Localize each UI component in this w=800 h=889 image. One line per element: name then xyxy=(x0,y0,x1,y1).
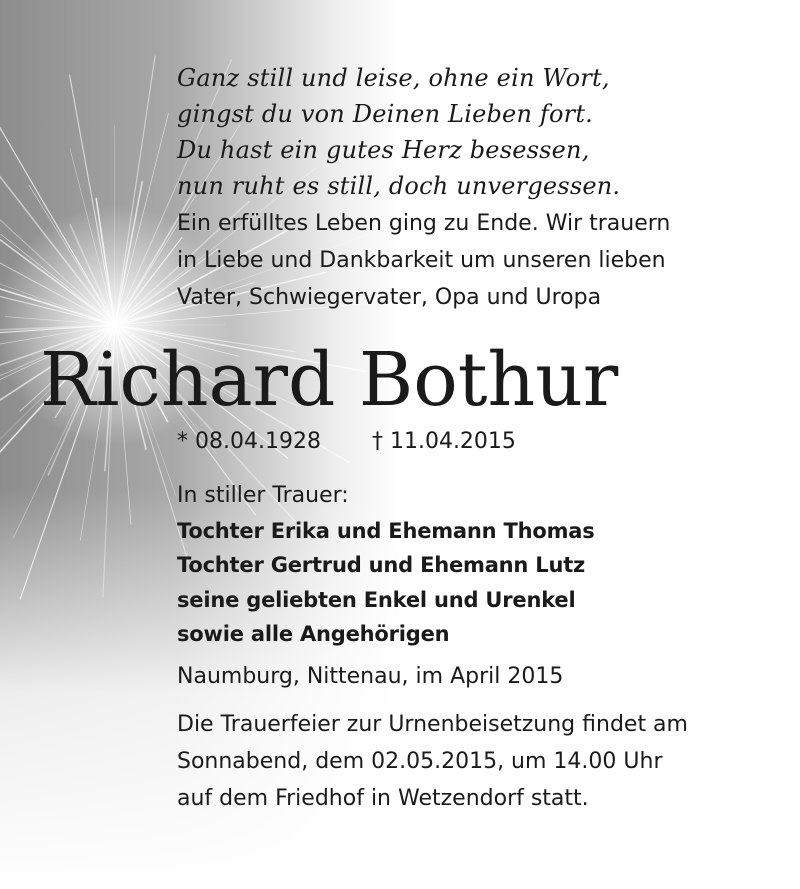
intro-line: in Liebe und Dankbarkeit um unseren lieben xyxy=(177,248,666,273)
mourner-line: Tochter Erika und Ehemann Thomas xyxy=(177,518,595,543)
mourners-heading: In stiller Trauer: xyxy=(177,483,349,508)
mourner-line: sowie alle Angehörigen xyxy=(177,622,450,646)
poem-line: Ganz still und leise, ohne ein Wort, xyxy=(177,64,610,92)
ceremony-line: Die Trauerfeier zur Urnenbeisetzung findet am xyxy=(177,712,688,737)
poem-line: nun ruht es still, doch unvergessen. xyxy=(177,172,621,200)
mourner-line: Tochter Gertrud und Ehemann Lutz xyxy=(177,553,586,577)
mourner-line: seine geliebten Enkel und Urenkel xyxy=(177,587,576,612)
birth-date: * 08.04.1928 xyxy=(177,429,321,454)
ceremony-line: auf dem Friedhof in Wetzendorf statt. xyxy=(177,786,589,811)
poem-line: gingst du von Deinen Lieben fort. xyxy=(177,100,594,128)
deceased-name: Richard Bothur xyxy=(40,337,619,423)
life-dates xyxy=(177,425,516,459)
poem xyxy=(177,60,620,204)
mourners xyxy=(177,479,595,652)
intro-line: Vater, Schwiegervater, Opa und Uropa xyxy=(177,285,602,310)
place-date: Naumburg, Nittenau, im April 2015 xyxy=(177,664,564,689)
poem-line: Du hast ein gutes Herz besessen, xyxy=(177,136,590,164)
death-date: † 11.04.2015 xyxy=(371,429,516,454)
intro-line: Ein erfülltes Leben ging zu Ende. Wir trauern xyxy=(177,211,671,236)
ceremony-line: Sonnabend, dem 02.05.2015, um 14.00 Uhr xyxy=(177,749,663,774)
ceremony-notice xyxy=(177,706,688,817)
intro-text xyxy=(177,205,670,316)
